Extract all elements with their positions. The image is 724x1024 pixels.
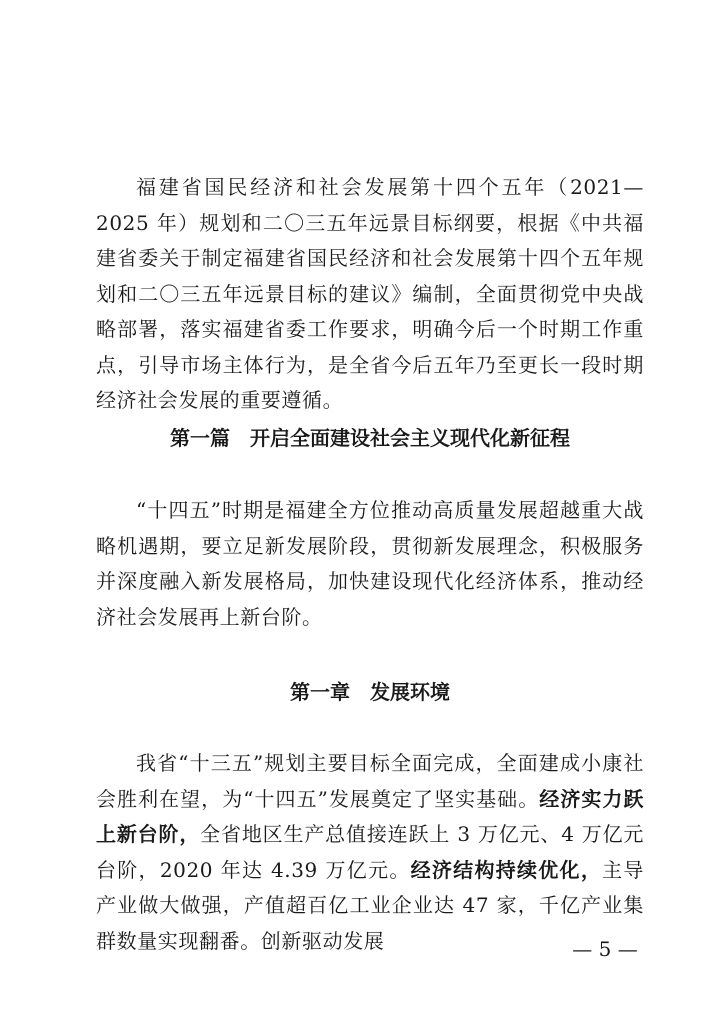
- chapter-paragraph: [96, 746, 644, 959]
- intro-paragraph: 福建省国民经济和社会发展第十四个五年（2021—2025 年）规划和二〇三五年远景目标纲要，根据《中共福建省委关于制定福建省国民经济和社会发展第十四个五年规划和二〇三五年远景目标的建议》编制，全面贯彻党中央战略部署，落实福建省委工作要求，明确今后一个时期工作重点，引导市场主体行为，是全省今后五年乃至更长一段时期经济社会发展的重要遵循。: [96, 175, 644, 412]
- bold-phrase-economic-strength: 经济实力跃上新台阶，: [96, 786, 644, 846]
- chapter-number: 第一章: [290, 680, 350, 704]
- chapter-sentence-3: 主导产业做大做强，产值超百亿工业企业达 47 家，千亿产业集群数量实现翻番。创新驱动发展: [96, 857, 645, 953]
- bold-phrase-structure-optimization: 经济结构持续优化，: [410, 857, 603, 882]
- part-heading: [96, 424, 644, 452]
- part-title: 开启全面建设社会主义现代化新征程: [250, 426, 570, 450]
- chapter-sentence-1: 我省“十三五”规划主要目标全面完成，全面建成小康社会胜利在望，为“十四五”发展奠定了坚实基础。: [96, 751, 644, 811]
- part-intro-paragraph: “十四五”时期是福建全方位推动高质量发展超越重大战略机遇期，要立足新发展阶段，贯彻新发展理念，积极服务并深度融入新发展格局，加快建设现代化经济体系，推动经济社会发展再上新台阶。: [96, 498, 644, 629]
- page-number: — 5 —: [572, 937, 638, 961]
- chapter-sentence-2: 全省地区生产总值接连跃上 3 万亿元、4 万亿元台阶，2020 年达 4.39 万亿元。: [96, 822, 645, 882]
- part-number: 第一篇: [170, 426, 230, 450]
- chapter-title: 发展环境: [370, 680, 450, 704]
- chapter-heading: [96, 678, 644, 706]
